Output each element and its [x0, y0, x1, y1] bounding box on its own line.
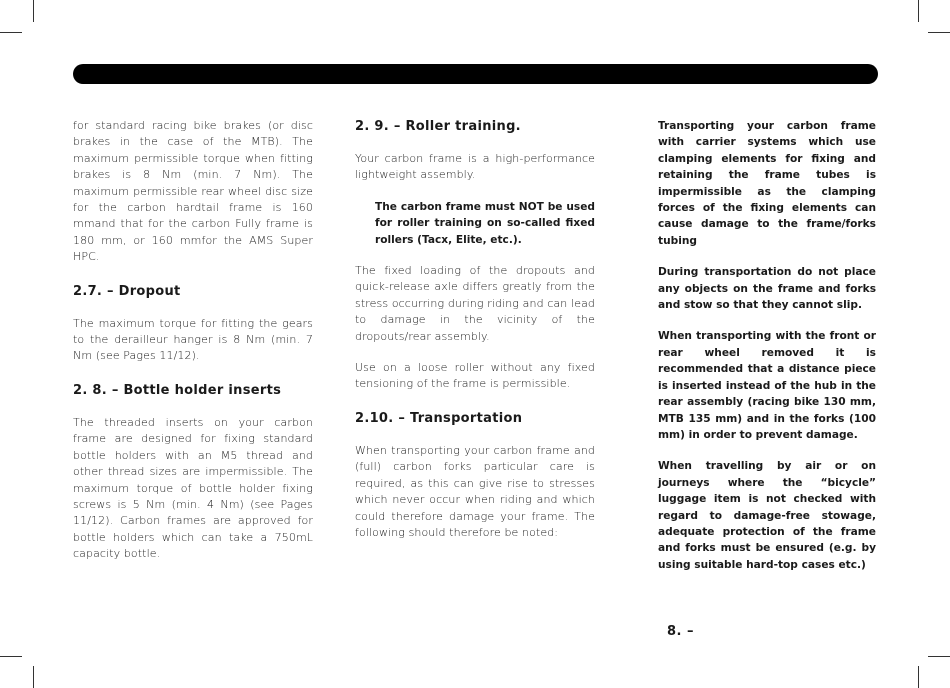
column-left	[73, 118, 313, 563]
paragraph: The maximum torque for fitting the gears to the derailleur hanger is 8 Nm (min. 7 Nm (see Pages 11/12).	[73, 316, 313, 363]
column-right	[658, 118, 876, 573]
crop-mark	[33, 0, 34, 22]
paragraph: The threaded inserts on your carbon frame are designed for fixing standard bottle holders with an M5 thread and other thread sizes are impermissible. The maximum torque of bottle holder fixing screws is 5 Nm (min. 4 Nm) (see Pages 11/12). Carbon frames are approved for bottle holders which can take a 750mL capacity bottle.	[73, 415, 313, 561]
paragraph: The fixed loading of the dropouts and quick-release axle differs greatly from the stress occurring during riding and can lead to damage in the vicinity of the dropouts/rear assembly.	[355, 264, 595, 343]
crop-mark	[0, 656, 22, 657]
crop-mark	[928, 32, 950, 33]
crop-mark	[918, 666, 919, 688]
crop-mark	[33, 666, 34, 688]
crop-mark	[928, 656, 950, 657]
header-bar	[73, 64, 878, 84]
column-middle	[355, 118, 595, 541]
paragraph-bold: Transporting your carbon frame with carrier systems which use clamping elements for fixing and retaining the frame tubes is impermissible as the clamping forces of the fixing elements can cause damage to the frame/forks tubing	[658, 120, 876, 247]
section-heading-dropout: 2.7. – Dropout	[73, 283, 181, 299]
paragraph: for standard racing bike brakes (or disc brakes in the case of the MTB). The maximum permissible torque when fitting brakes is 8 Nm (min. 7 Nm). The maximum permissible rear wheel disc size for the carbon hardtail frame is 160 mmand that for the carbon Fully frame is 180 mm, or 160 mmfor the AMS Super HPC.	[73, 119, 313, 264]
page-number: 8. –	[667, 624, 695, 639]
paragraph-bold: When travelling by air or on journeys where the “bicycle” luggage item is not checked with regard to damage-free stowage, adequate protection of the frame and forks must be ensured (e.g. by using suitable hard-top cases etc.)	[658, 460, 876, 571]
warning-note: The carbon frame must NOT be used for roller training on so-called fixed rollers (Tacx, Elite, etc.).	[375, 200, 595, 246]
crop-mark	[0, 32, 22, 33]
paragraph-bold: During transportation do not place any objects on the frame and forks and stow so that they cannot slip.	[658, 266, 876, 312]
paragraph: Use on a loose roller without any fixed tensioning of the frame is permissible.	[355, 361, 595, 391]
section-heading-bottle-holder: 2. 8. – Bottle holder inserts	[73, 382, 282, 398]
paragraph: When transporting your carbon frame and (full) carbon forks particular care is required, as this can give rise to stresses which never occur when riding and which could therefore damage your frame. The following should therefore be noted:	[355, 443, 595, 539]
section-heading-transportation: 2.10. – Transportation	[355, 410, 523, 426]
section-heading-roller-training: 2. 9. – Roller training.	[355, 119, 521, 134]
crop-mark	[918, 0, 919, 22]
paragraph-bold: When transporting with the front or rear wheel removed it is recommended that a distance piece is inserted instead of the hub in the rear assembly (racing bike 130 mm, MTB 135 mm) and in the forks (100 mm) in order to prevent damage.	[658, 330, 876, 441]
paragraph: Your carbon frame is a high-performance lightweight assembly.	[355, 152, 595, 182]
